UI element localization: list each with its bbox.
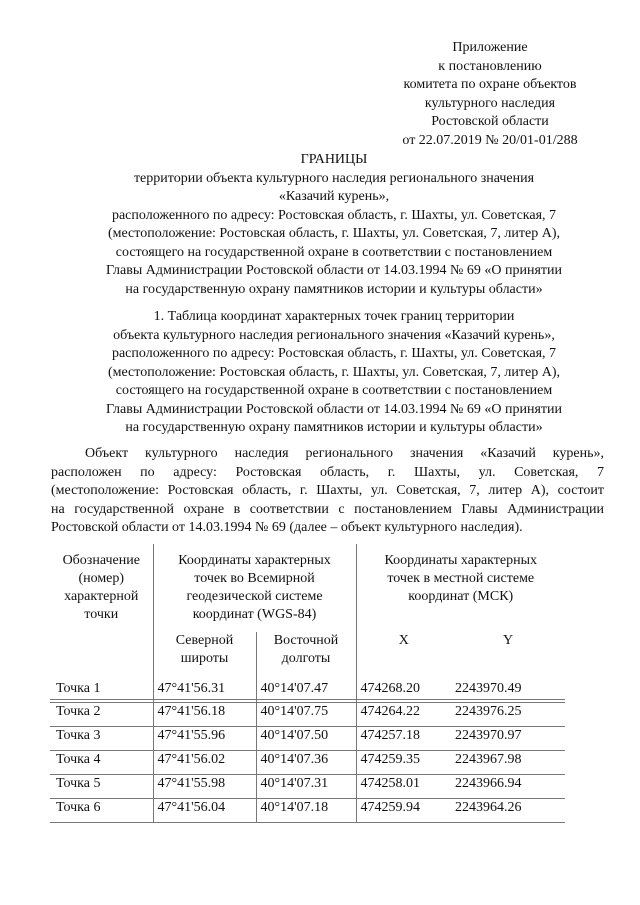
title-line: расположенного по адресу: Ростовская область, г. Шахты, ул. Советская, 7 [111, 207, 557, 223]
appendix-line: к постановлению [438, 58, 542, 74]
section-line: состоящего на государственной охране в соответствии с постановлением [115, 383, 553, 398]
cell-y: 2243966.94 [451, 775, 565, 799]
cell-x: 474257.18 [356, 727, 451, 751]
subheader-north: Северной широты [153, 632, 256, 678]
table-subheader-row [50, 632, 565, 678]
cell-north: 47°41'56.31 [153, 678, 256, 700]
cell-north: 47°41'56.02 [153, 751, 256, 775]
paragraph-line: Ростовской области от 14.03.1994 № 69 (далее – объект культурного наследия). [51, 520, 523, 535]
subheader-empty [50, 632, 153, 678]
title-line: состоящего на государственной охране в соответствии с постановлением [115, 244, 553, 260]
cell-point: Точка 1 [50, 678, 153, 700]
appendix-line: Ростовской области [431, 114, 549, 129]
table-header-row [50, 544, 565, 632]
table-row [50, 703, 565, 727]
cell-point: Точка 4 [50, 751, 153, 775]
cell-y: 2243970.49 [451, 678, 565, 700]
document-title [64, 151, 604, 299]
cell-x: 474268.20 [356, 678, 451, 700]
cell-east: 40°14'07.50 [256, 727, 356, 751]
table-row [50, 775, 565, 799]
description-paragraph [51, 445, 604, 538]
cell-x: 474259.35 [356, 751, 451, 775]
title-line: на государственную охрану памятников истории и культуры области» [125, 281, 543, 297]
paragraph-line: Объект культурного наследия регионального значения «Казачий курень», [85, 446, 604, 461]
appendix-line: Приложение [452, 40, 528, 55]
cell-y: 2243976.25 [451, 703, 565, 727]
cell-y: 2243967.98 [451, 751, 565, 775]
cell-point: Точка 2 [50, 703, 153, 727]
cell-x: 474264.22 [356, 703, 451, 727]
section-line: на государственную охрану памятников истории и культуры области» [125, 420, 543, 435]
cell-point: Точка 5 [50, 775, 153, 799]
subheader-x: X [398, 633, 409, 648]
section-heading [64, 308, 604, 438]
table-row [50, 751, 565, 775]
paragraph-line: расположен по адресу: Ростовская область, г. Шахты, ул. Советская, 7 [51, 464, 604, 480]
table-row [50, 678, 565, 700]
cell-point: Точка 3 [50, 727, 153, 751]
table-row [50, 799, 565, 823]
paragraph-line: на государственной охране в соответствии с постановлением Главы Администрации [51, 501, 604, 517]
cell-y: 2243964.26 [451, 799, 565, 823]
title-line: (местоположение: Ростовская область, г. Шахты, ул. Советская, 7, литер А), [107, 226, 561, 241]
cell-north: 47°41'55.98 [153, 775, 256, 799]
appendix-line: комитета по охране объектов [403, 77, 577, 92]
cell-east: 40°14'07.47 [256, 678, 356, 700]
paragraph-line: (местоположение: Ростовская область, г. Шахты, ул. Советская, 7, литер А), состоит [51, 483, 604, 498]
header-msk: Координаты характерных точек в местной системе координат (МСК) [384, 553, 538, 604]
section-line: расположенного по адресу: Ростовская область, г. Шахты, ул. Советская, 7 [111, 346, 557, 361]
title-line: Главы Администрации Ростовской области от 14.03.1994 № 69 «О принятии [106, 263, 562, 278]
cell-y: 2243970.97 [451, 727, 565, 751]
appendix-line: культурного наследия [424, 95, 556, 111]
cell-north: 47°41'56.04 [153, 799, 256, 823]
header-wgs84: Координаты характерных точек во Всемирной геодезической системе координат (WGS-84) [153, 544, 356, 632]
section-line: 1. Таблица координат характерных точек границ территории [153, 309, 515, 324]
cell-x: 474259.94 [356, 799, 451, 823]
cell-north: 47°41'56.18 [153, 703, 256, 727]
appendix-block [380, 39, 600, 150]
table-row [50, 727, 565, 751]
cell-point: Точка 6 [50, 799, 153, 823]
cell-east: 40°14'07.75 [256, 703, 356, 727]
appendix-line: от 22.07.2019 № 20/01-01/288 [402, 132, 578, 148]
subheader-east: Восточной долготы [256, 632, 356, 678]
subheader-y: Y [502, 633, 514, 648]
cell-x: 474258.01 [356, 775, 451, 799]
section-line: объекта культурного наследия регионального значения «Казачий курень», [113, 327, 555, 343]
cell-east: 40°14'07.31 [256, 775, 356, 799]
section-line: Главы Администрации Ростовской области от 14.03.1994 № 69 «О принятии [106, 401, 562, 417]
title-line: «Казачий курень», [278, 189, 390, 204]
title-line: территории объекта культурного наследия регионального значения [133, 170, 535, 186]
title-heading: ГРАНИЦЫ [300, 152, 368, 167]
coordinates-table [50, 544, 565, 823]
header-designation: Обозначение (номер) характерной точки [50, 544, 153, 632]
section-line: (местоположение: Ростовская область, г. Шахты, ул. Советская, 7, литер А), [107, 364, 561, 380]
cell-north: 47°41'55.96 [153, 727, 256, 751]
cell-east: 40°14'07.36 [256, 751, 356, 775]
cell-east: 40°14'07.18 [256, 799, 356, 823]
